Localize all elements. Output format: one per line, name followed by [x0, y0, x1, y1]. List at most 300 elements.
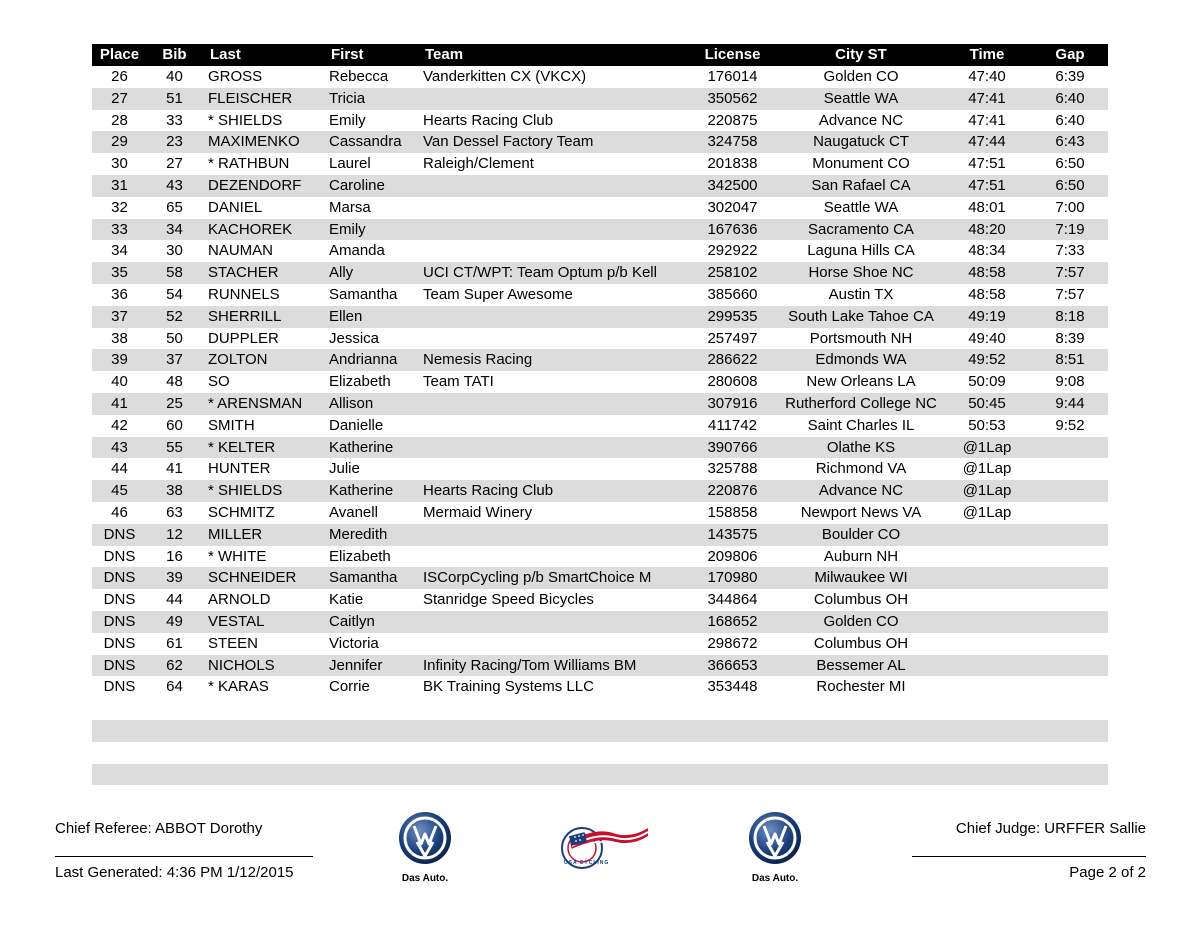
filler-cell: [92, 764, 1108, 786]
cell-time: [942, 589, 1032, 611]
cell-last: VESTAL: [202, 611, 323, 633]
cell-last: * RATHBUN: [208, 155, 290, 173]
cell-last: DANIEL: [208, 198, 263, 216]
cell-license: 385660: [707, 285, 758, 303]
header-gap: Gap: [1032, 44, 1108, 66]
table-row: [92, 262, 1108, 284]
table-row: [92, 393, 1108, 415]
cell-first: Caroline: [323, 175, 417, 197]
cell-city-st: Olathe KS: [780, 437, 942, 459]
table-row: [92, 153, 1108, 175]
cell-gap: [1032, 502, 1108, 524]
cell-last: DEZENDORF: [202, 175, 323, 197]
cell-bib: 38: [147, 480, 202, 502]
cell-first: Rebecca: [329, 68, 389, 85]
table-row: [92, 131, 1108, 153]
cell-place: 36: [111, 285, 128, 303]
cell-license: 342500: [685, 175, 780, 197]
cell-license: 324758: [685, 131, 780, 153]
cell-place: DNS: [92, 524, 147, 546]
table-row: [92, 655, 1108, 677]
cell-gap: 9:44: [1032, 393, 1108, 415]
header-team: Team: [417, 44, 685, 66]
table-row: [92, 589, 1108, 611]
cell-license: 280608: [707, 373, 758, 391]
cell-bib: 58: [147, 262, 202, 284]
cell-bib: 50: [166, 329, 183, 347]
table-row: [92, 546, 1108, 568]
cell-last: SCHMITZ: [208, 503, 275, 521]
cell-gap: 8:39: [1055, 329, 1085, 347]
cell-team: [417, 88, 685, 110]
header-last: Last: [202, 44, 323, 66]
cell-bib: 63: [166, 503, 183, 521]
cell-last: SMITH: [208, 416, 255, 434]
cell-team: [417, 175, 685, 197]
cell-gap: 9:52: [1055, 416, 1085, 434]
cell-time: 47:40: [968, 68, 1006, 85]
usa-cycling-text: USA CYCLING: [564, 860, 610, 866]
cell-license: 220876: [685, 480, 780, 502]
cell-gap: [1032, 655, 1108, 677]
cell-city-st: Monument CO: [812, 155, 910, 173]
cell-first: Jessica: [329, 329, 380, 347]
cell-gap: [1032, 589, 1108, 611]
cell-last: SHERRILL: [202, 306, 323, 328]
cell-time: 48:01: [968, 198, 1006, 216]
cell-city-st: Columbus OH: [813, 591, 909, 609]
cell-city-st: Boulder CO: [780, 524, 942, 546]
cell-team: [417, 328, 685, 350]
cell-bib: 41: [166, 460, 183, 478]
cell-time: 47:41: [968, 111, 1006, 129]
vw-logo-left: [390, 810, 460, 884]
cell-team: Mermaid Winery: [423, 503, 533, 521]
filler-cell: [92, 742, 1108, 764]
cell-place: DNS: [103, 591, 136, 609]
cell-bib: 27: [166, 155, 183, 173]
filler-cell: [92, 720, 1108, 742]
cell-license: 344864: [707, 591, 758, 609]
page-number: Page 2 of 2: [1069, 864, 1146, 881]
cell-team: [417, 306, 685, 328]
cell-license: 209806: [707, 547, 758, 565]
table-row: [92, 328, 1108, 350]
cell-place: 29: [92, 131, 147, 153]
cell-team: [417, 415, 685, 437]
table-row: [92, 349, 1108, 371]
cell-bib: 60: [166, 416, 183, 434]
cell-city-st: Rochester MI: [816, 678, 906, 696]
cell-gap: 6:40: [1055, 111, 1085, 129]
table-header-row: [92, 44, 1108, 66]
vw-emblem-icon: [397, 810, 453, 866]
cell-gap: 7:33: [1055, 242, 1085, 260]
cell-license: 350562: [685, 88, 780, 110]
cell-gap: 6:39: [1055, 68, 1085, 85]
cell-city-st: Naugatuck CT: [780, 131, 942, 153]
results-table: [92, 44, 1108, 785]
cell-place: 37: [92, 306, 147, 328]
cell-team: [417, 240, 685, 262]
cell-time: 48:58: [968, 285, 1006, 303]
cell-city-st: Advance NC: [780, 480, 942, 502]
cell-gap: [1032, 611, 1108, 633]
table-row: [92, 371, 1108, 393]
cell-bib: 61: [166, 634, 183, 652]
cell-bib: 54: [166, 285, 183, 303]
cell-city-st: Auburn NH: [823, 547, 899, 565]
judge-signature-line: [912, 856, 1146, 857]
cell-city-st: Golden CO: [780, 611, 942, 633]
cell-first: Meredith: [323, 524, 417, 546]
cell-team: Team TATI: [423, 373, 494, 391]
cell-team: UCI CT/WPT: Team Optum p/b Kell: [417, 262, 685, 284]
filler-row: [92, 720, 1108, 742]
cell-bib: 12: [147, 524, 202, 546]
cell-bib: 51: [147, 88, 202, 110]
table-body: [92, 66, 1108, 698]
vw-logo-right: [740, 810, 810, 884]
vw-caption-right: Das Auto.: [751, 873, 799, 884]
cell-time: [942, 567, 1032, 589]
cell-last: ARNOLD: [208, 591, 271, 609]
cell-team: [417, 437, 685, 459]
table-row: [92, 676, 1108, 698]
cell-time: [942, 633, 1032, 655]
cell-team: Vanderkitten CX (VKCX): [423, 68, 587, 85]
table-row: [92, 502, 1108, 524]
cell-team: BK Training Systems LLC: [423, 678, 594, 696]
cell-license: 286622: [685, 349, 780, 371]
cell-first: Julie: [329, 460, 360, 478]
cell-place: DNS: [103, 547, 136, 565]
table-row: [92, 219, 1108, 241]
cell-gap: [1032, 567, 1108, 589]
cell-license: 167636: [685, 219, 780, 241]
cell-team: [417, 197, 685, 219]
cell-gap: 6:43: [1032, 131, 1108, 153]
table-row: [92, 415, 1108, 437]
table-row: [92, 110, 1108, 132]
cell-bib: 52: [147, 306, 202, 328]
cell-last: STACHER: [202, 262, 323, 284]
cell-city-st: Newport News VA: [800, 503, 922, 521]
cell-last: STEEN: [208, 634, 259, 652]
cell-gap: 8:51: [1032, 349, 1108, 371]
cell-last: FLEISCHER: [202, 88, 323, 110]
cell-time: 49:19: [942, 306, 1032, 328]
cell-team: Hearts Racing Club: [417, 480, 685, 502]
cell-first: Laurel: [329, 155, 371, 173]
usa-cycling-logo: [556, 820, 652, 872]
cell-city-st: Advance NC: [818, 111, 904, 129]
filler-row: [92, 742, 1108, 764]
cell-time: 48:58: [942, 262, 1032, 284]
cell-license: 298672: [707, 634, 758, 652]
cell-time: 50:45: [942, 393, 1032, 415]
referee-signature-line: [55, 856, 313, 857]
cell-place: 31: [92, 175, 147, 197]
cell-bib: 44: [166, 591, 183, 609]
cell-place: DNS: [103, 678, 136, 696]
cell-place: 34: [111, 242, 128, 260]
cell-place: 30: [111, 155, 128, 173]
cell-bib: 39: [147, 567, 202, 589]
cell-gap: [1032, 524, 1108, 546]
cell-bib: 43: [147, 175, 202, 197]
cell-first: Emily: [329, 111, 366, 129]
cell-team: Raleigh/Clement: [423, 155, 534, 173]
cell-bib: 40: [166, 68, 183, 85]
cell-first: Tricia: [323, 88, 417, 110]
cell-gap: 8:18: [1032, 306, 1108, 328]
cell-first: Ellen: [323, 306, 417, 328]
filler-row: [92, 764, 1108, 786]
cell-first: Danielle: [329, 416, 384, 434]
cell-team: Stanridge Speed Bicycles: [423, 591, 594, 609]
cell-city-st: New Orleans LA: [806, 373, 916, 391]
cell-last: SO: [208, 373, 230, 391]
cell-last: DUPPLER: [208, 329, 279, 347]
cell-first: Emily: [323, 219, 417, 241]
cell-license: 366653: [685, 655, 780, 677]
cell-time: 49:52: [942, 349, 1032, 371]
cell-license: 390766: [685, 437, 780, 459]
cell-place: 45: [92, 480, 147, 502]
cell-gap: [1032, 546, 1108, 568]
cell-last: RUNNELS: [208, 285, 280, 303]
cell-first: Ally: [323, 262, 417, 284]
cell-license: 258102: [685, 262, 780, 284]
cell-city-st: Seattle WA: [823, 198, 899, 216]
cell-last: * WHITE: [208, 547, 267, 565]
cell-team: Infinity Racing/Tom Williams BM: [417, 655, 685, 677]
cell-place: 43: [92, 437, 147, 459]
cell-first: Andrianna: [323, 349, 417, 371]
cell-time: 49:40: [968, 329, 1006, 347]
cell-place: 41: [92, 393, 147, 415]
cell-license: 176014: [707, 68, 758, 85]
cell-city-st: Seattle WA: [780, 88, 942, 110]
table-row: [92, 633, 1108, 655]
cell-place: 27: [92, 88, 147, 110]
cell-first: Corrie: [329, 678, 370, 696]
cell-bib: 30: [166, 242, 183, 260]
cell-license: 302047: [707, 198, 758, 216]
cell-license: 325788: [707, 460, 758, 478]
cell-last: MILLER: [202, 524, 323, 546]
cell-place: 46: [111, 503, 128, 521]
cell-last: MAXIMENKO: [202, 131, 323, 153]
cell-license: 307916: [685, 393, 780, 415]
cell-place: 26: [111, 68, 128, 85]
cell-license: 143575: [685, 524, 780, 546]
cell-first: Elizabeth: [329, 547, 391, 565]
cell-city-st: Columbus OH: [813, 634, 909, 652]
cell-time: 48:20: [942, 219, 1032, 241]
cell-time: 47:51: [942, 175, 1032, 197]
cell-team: Hearts Racing Club: [423, 111, 554, 129]
cell-gap: [1032, 437, 1108, 459]
cell-first: Caitlyn: [323, 611, 417, 633]
cell-time: @1Lap: [962, 503, 1012, 521]
cell-bib: 49: [147, 611, 202, 633]
cell-gap: 7:19: [1032, 219, 1108, 241]
cell-license: 170980: [685, 567, 780, 589]
cell-first: Samantha: [329, 285, 398, 303]
cell-city-st: Portsmouth NH: [809, 329, 913, 347]
cell-gap: 7:00: [1055, 198, 1085, 216]
cell-last: HUNTER: [208, 460, 271, 478]
table-row: [92, 240, 1108, 262]
table-row: [92, 284, 1108, 306]
cell-gap: 6:40: [1032, 88, 1108, 110]
cell-first: Jennifer: [323, 655, 417, 677]
table-row: [92, 567, 1108, 589]
cell-license: 168652: [685, 611, 780, 633]
last-generated: Last Generated: 4:36 PM 1/12/2015: [55, 864, 294, 881]
cell-bib: 55: [147, 437, 202, 459]
cell-last: * SHIELDS: [202, 480, 323, 502]
cell-team: [417, 219, 685, 241]
cell-city-st: Laguna Hills CA: [807, 242, 915, 260]
cell-first: Samantha: [323, 567, 417, 589]
cell-time: [942, 676, 1032, 698]
cell-place: DNS: [92, 655, 147, 677]
chief-referee: Chief Referee: ABBOT Dorothy: [55, 820, 263, 837]
header-time: Time: [942, 44, 1032, 66]
cell-license: 220875: [707, 111, 758, 129]
cell-time: [942, 655, 1032, 677]
table-row: [92, 524, 1108, 546]
cell-last: * KELTER: [202, 437, 323, 459]
cell-gap: 7:57: [1055, 285, 1085, 303]
cell-time: 47:44: [942, 131, 1032, 153]
cell-team: Team Super Awesome: [423, 285, 573, 303]
cell-gap: 6:50: [1032, 175, 1108, 197]
table-row: [92, 66, 1108, 88]
cell-team: [417, 611, 685, 633]
cell-city-st: Richmond VA: [815, 460, 907, 478]
cell-bib: 64: [166, 678, 183, 696]
cell-license: 299535: [685, 306, 780, 328]
cell-city-st: Saint Charles IL: [807, 416, 915, 434]
cell-license: 158858: [707, 503, 758, 521]
cell-time: [942, 546, 1032, 568]
cell-place: 35: [92, 262, 147, 284]
cell-place: 33: [92, 219, 147, 241]
cell-city-st: Edmonds WA: [780, 349, 942, 371]
cell-team: [417, 546, 685, 568]
cell-team: Nemesis Racing: [417, 349, 685, 371]
cell-first: Amanda: [329, 242, 385, 260]
cell-license: 292922: [707, 242, 758, 260]
cell-bib: 23: [147, 131, 202, 153]
cell-team: [417, 633, 685, 655]
filler-row: [92, 698, 1108, 720]
table-row: [92, 306, 1108, 328]
cell-place: DNS: [92, 611, 147, 633]
cell-gap: 7:57: [1032, 262, 1108, 284]
cell-first: Victoria: [329, 634, 379, 652]
cell-place: 44: [111, 460, 128, 478]
cell-first: Cassandra: [323, 131, 417, 153]
cell-city-st: Austin TX: [828, 285, 894, 303]
cell-bib: 16: [166, 547, 183, 565]
table-row: [92, 88, 1108, 110]
cell-place: 39: [92, 349, 147, 371]
cell-bib: 25: [147, 393, 202, 415]
cell-time: 50:09: [968, 373, 1006, 391]
cell-time: 47:41: [942, 88, 1032, 110]
table-row: [92, 458, 1108, 480]
table-row: [92, 611, 1108, 633]
cell-gap: [1032, 633, 1108, 655]
cell-bib: 34: [147, 219, 202, 241]
cell-last: * KARAS: [208, 678, 269, 696]
cell-place: 40: [111, 373, 128, 391]
cell-gap: 6:50: [1055, 155, 1085, 173]
vw-caption-left: Das Auto.: [401, 873, 449, 884]
cell-bib: 33: [166, 111, 183, 129]
cell-last: * SHIELDS: [208, 111, 283, 129]
cell-last: * ARENSMAN: [202, 393, 323, 415]
cell-license: 411742: [708, 416, 757, 434]
cell-city-st: South Lake Tahoe CA: [780, 306, 942, 328]
header-first: First: [323, 44, 417, 66]
cell-time: @1Lap: [942, 480, 1032, 502]
cell-last: SCHNEIDER: [202, 567, 323, 589]
cell-first: Katherine: [323, 437, 417, 459]
cell-bib: 62: [147, 655, 202, 677]
cell-place: 32: [111, 198, 128, 216]
header-license: License: [685, 44, 780, 66]
cell-first: Allison: [323, 393, 417, 415]
cell-gap: 9:08: [1055, 373, 1085, 391]
table-row: [92, 197, 1108, 219]
cell-city-st: Bessemer AL: [780, 655, 942, 677]
cell-gap: [1032, 480, 1108, 502]
table-row: [92, 480, 1108, 502]
table-row: [92, 437, 1108, 459]
header-place: Place: [92, 44, 147, 66]
cell-license: 201838: [707, 155, 758, 173]
cell-place: 38: [111, 329, 128, 347]
cell-team: [417, 524, 685, 546]
cell-gap: [1032, 676, 1108, 698]
cell-time: 50:53: [968, 416, 1006, 434]
cell-bib: 37: [147, 349, 202, 371]
cell-city-st: Rutherford College NC: [780, 393, 942, 415]
header-bib: Bib: [147, 44, 202, 66]
cell-city-st: Milwaukee WI: [780, 567, 942, 589]
cell-time: 47:51: [968, 155, 1006, 173]
cell-time: [942, 524, 1032, 546]
cell-first: Avanell: [329, 503, 378, 521]
cell-first: Katie: [329, 591, 364, 609]
cell-place: DNS: [103, 634, 136, 652]
cell-place: 42: [111, 416, 128, 434]
cell-city-st: San Rafael CA: [780, 175, 942, 197]
cell-city-st: Sacramento CA: [780, 219, 942, 241]
cell-time: @1Lap: [942, 437, 1032, 459]
cell-team: ISCorpCycling p/b SmartChoice M: [417, 567, 685, 589]
cell-license: 353448: [707, 678, 758, 696]
cell-license: 257497: [707, 329, 758, 347]
cell-first: Katherine: [323, 480, 417, 502]
vw-emblem-icon: [747, 810, 803, 866]
